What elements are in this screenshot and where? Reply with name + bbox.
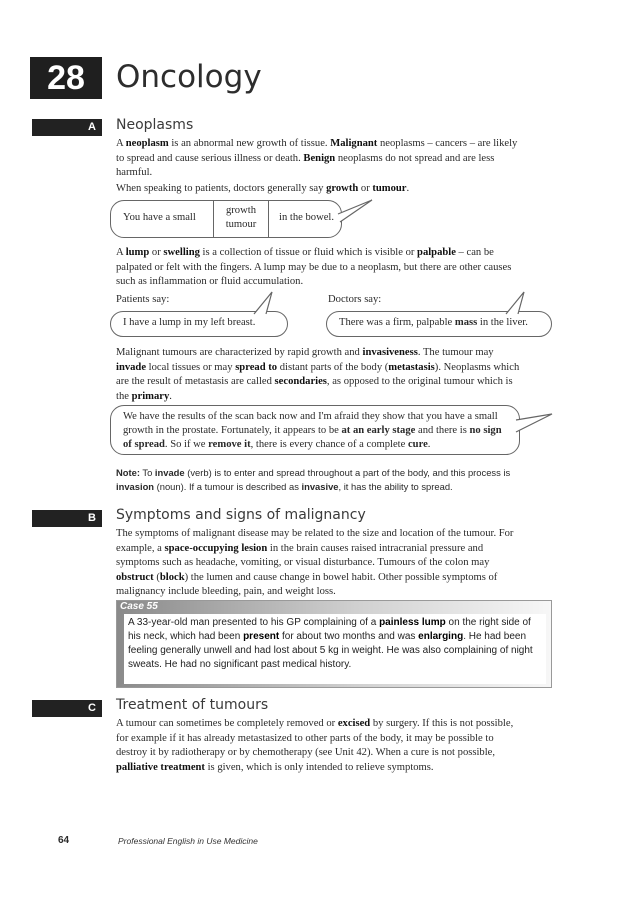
doctors-say-label: Doctors say: (328, 294, 382, 305)
page-title: Oncology (116, 59, 262, 95)
section-c-para-1: A tumour can sometimes be completely removed or excised by surgery. If this is not possible, for example if it has already metastasized to other parts of the body, it may be possible to destroy it by radiotherapy or by chemotherapy (see Unit 42). When a cure is not possible, palliative treatment is given, which is only intended to relieve symptoms. (116, 718, 514, 773)
choice-tumour: tumour (225, 219, 257, 230)
speech-tail-doctor (504, 290, 528, 316)
speech-tail-1 (336, 196, 376, 224)
speech-tail-results (514, 412, 554, 436)
case-text: A 33-year-old man presented to his GP complaining of a painless lump on the right side of his neck, which had been present for about two months and was enlarging. He had been feeling generally unwell and had lost about 5 kg in weight. He was also complaining of night sweats. He had no significant past medical history. (124, 614, 546, 684)
doctor-speech-bubble: There was a firm, palpable mass in the liver. (326, 311, 552, 337)
section-c-marker: C (32, 700, 102, 717)
choice-growth: growth (225, 205, 256, 216)
section-a-para-4: Malignant tumours are characterized by rapid growth and invasiveness. The tumour may invade local tissues or may spread to distant parts of the body (metastasis). Neoplasms which are the result of metastasis are called secondaries, as opposed to the original tumour which is the primary. (116, 347, 520, 402)
section-a-marker: A (32, 119, 102, 136)
unit-number: 28 (30, 57, 102, 99)
word-choice-box (213, 200, 269, 238)
section-a-heading: Neoplasms (116, 117, 194, 133)
section-b-marker: B (32, 510, 102, 527)
bubble-text-right: in the bowel. (279, 212, 335, 223)
speech-bubble-growth (110, 200, 342, 238)
case-label: Case 55 (120, 601, 158, 612)
bubble-text-left: You have a small (123, 212, 196, 223)
section-a-para-2: When speaking to patients, doctors generally say growth or tumour. (116, 183, 410, 194)
section-b-para-1: The symptoms of malignant disease may be related to the size and location of the tumour. For example, a space-occupying lesion in the brain causes raised intracranial pressure and symptoms such as headache, vomiting, or visual disturbance. Tumours of the colon may obstruct (block) the lumen and cause change in bowel habit. Other possible symptoms of malignancy include bleeding, pain, and weight loss. (116, 528, 514, 597)
patient-speech-bubble: I have a lump in my left breast. (110, 311, 288, 337)
speech-tail-patient (252, 290, 276, 316)
section-a-para-1: A neoplasm is an abnormal new growth of tissue. Malignant neoplasms – cancers – are likely to spread and cause serious illness or death. Benign neoplasms do not spread and are less harmful. (116, 138, 518, 178)
section-b-heading: Symptoms and signs of malignancy (116, 507, 366, 523)
book-title: Professional English in Use Medicine (118, 836, 258, 846)
section-c-heading: Treatment of tumours (116, 697, 269, 713)
note-invade: Note: To invade (verb) is to enter and spread throughout a part of the body, and this process is invasion (noun). If a tumour is described as invasive, it has the ability to spread. (116, 467, 511, 492)
patients-say-label: Patients say: (116, 294, 170, 305)
section-a-para-3: A lump or swelling is a collection of tissue or fluid which is visible or palpable – can be palpated or felt with the fingers. A lump may be due to a neoplasm, but there are other causes such as inflammation or fluid accumulation. (116, 247, 512, 287)
page-number: 64 (58, 835, 70, 846)
doctor-results-bubble: We have the results of the scan back now and I'm afraid they show that you have a small growth in the prostate. Fortunately, it appears to be at an early stage and there is no sign of spread. So if we remove it, there is every chance of a complete cure. (110, 405, 520, 455)
